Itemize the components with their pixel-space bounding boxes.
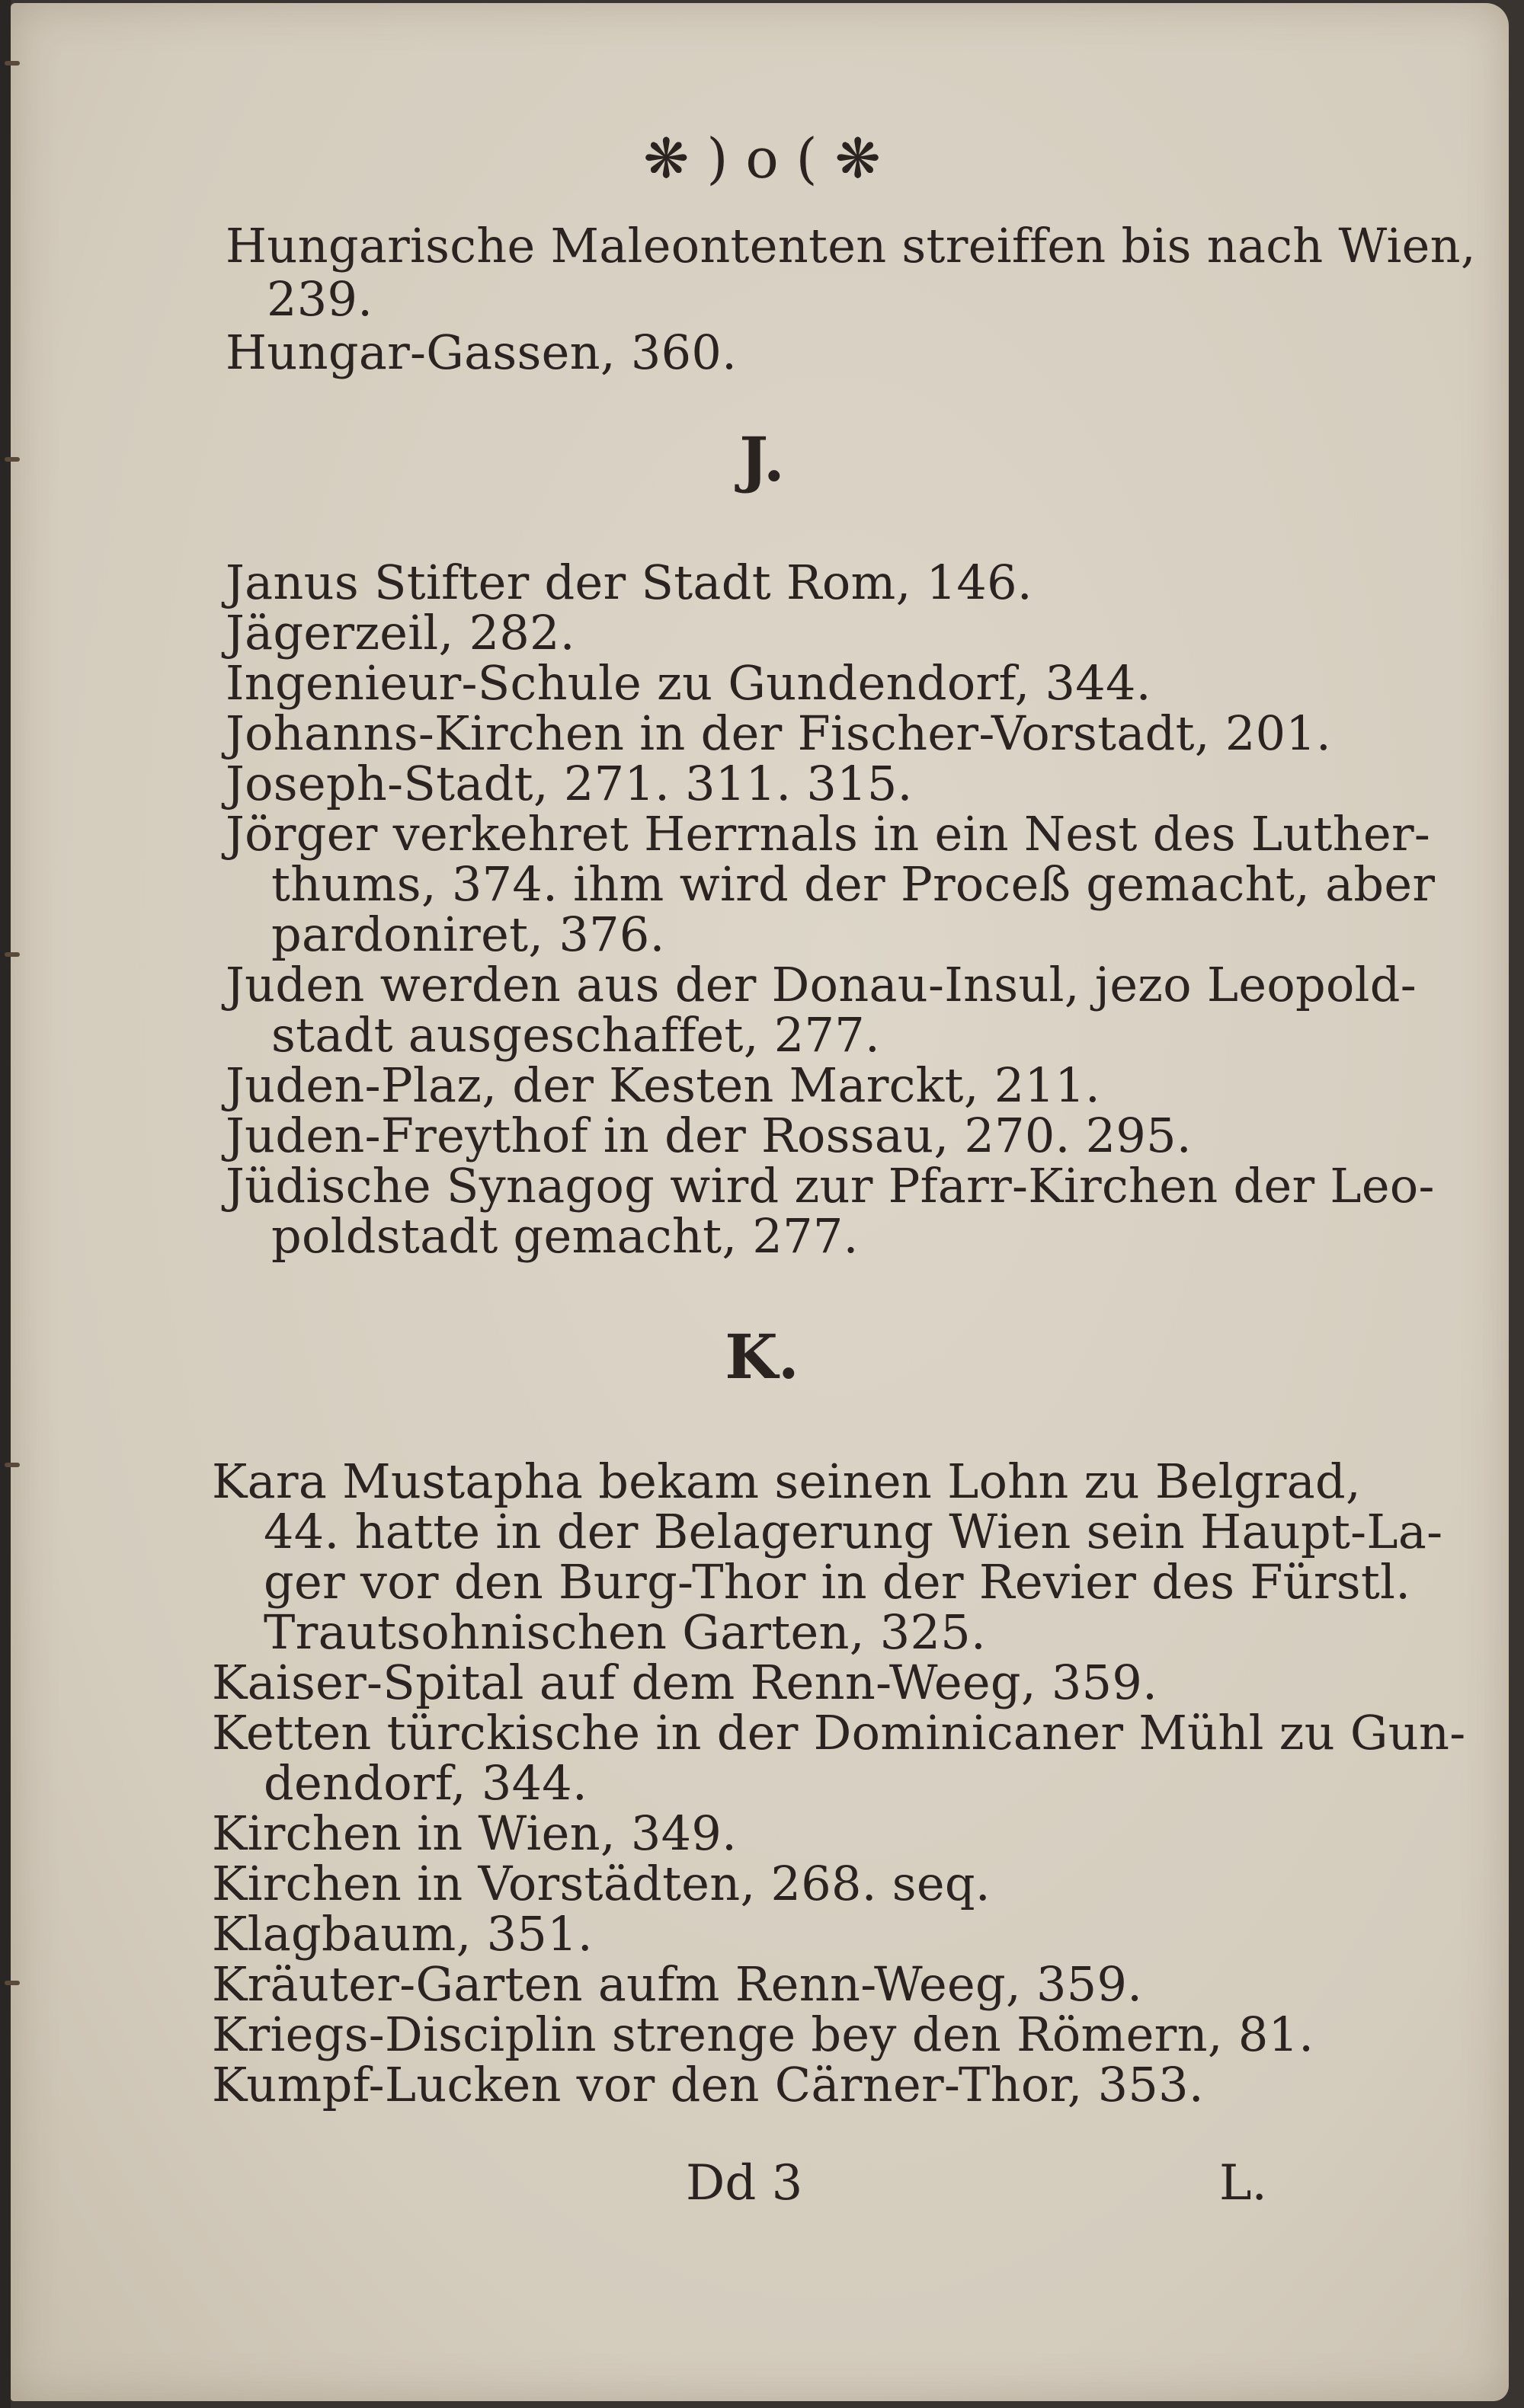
index-entry: Joseph-Stadt, 271. 311. 315.: [226, 756, 913, 811]
index-entry: Juden-Plaz, der Kesten Marckt, 211.: [226, 1057, 1101, 1113]
index-entry: Kräuter-Garten aufm Renn-Weeg, 359.: [212, 1956, 1143, 2012]
index-entry-continuation: dendorf, 344.: [264, 1755, 588, 1811]
index-entry: Kriegs-Disciplin strenge bey den Römern, 81.: [212, 2007, 1314, 2062]
header-ornament: ❋ ) o ( ❋: [643, 126, 881, 190]
index-entry-continuation: pardoniret, 376.: [271, 907, 665, 962]
index-entry-continuation: 239.: [267, 271, 373, 327]
index-entry-continuation: 44. hatte in der Belagerung Wien sein Haupt-La-: [264, 1504, 1443, 1559]
index-entry: Kaiser-Spital auf dem Renn-Weeg, 359.: [212, 1655, 1158, 1710]
index-entry: Hungar-Gassen, 360.: [226, 325, 738, 380]
index-entry: Ingenieur-Schule zu Gundendorf, 344.: [226, 655, 1151, 711]
index-entry: Klagbaum, 351.: [212, 1906, 593, 1962]
index-entry-continuation: Trautsohnischen Garten, 325.: [264, 1604, 986, 1660]
index-entry: Kirchen in Vorstädten, 268. seq.: [212, 1856, 991, 1911]
section-letter-j: J.: [739, 424, 785, 495]
index-entry: Ketten türckische in der Dominicaner Mühl zu Gun-: [212, 1705, 1466, 1760]
printer-signature: Dd 3: [686, 2155, 803, 2211]
index-entry: Jörger verkehret Herrnals in ein Nest des Luther-: [226, 806, 1431, 862]
index-entry: Juden-Freythof in der Rossau, 270. 295.: [226, 1108, 1192, 1163]
index-entry: Juden werden aus der Donau-Insul, jezo Leopold-: [226, 957, 1417, 1012]
section-letter-k: K.: [725, 1321, 799, 1393]
index-entry: Kara Mustapha bekam seinen Lohn zu Belgrad,: [212, 1453, 1362, 1509]
index-entry: Kirchen in Wien, 349.: [212, 1805, 738, 1861]
index-entry: Johanns-Kirchen in der Fischer-Vorstadt, 201.: [226, 705, 1332, 761]
catchword: L.: [1219, 2155, 1267, 2211]
index-entry-continuation: ger vor den Burg-Thor in der Revier des Fürstl.: [264, 1554, 1411, 1610]
index-entry: Kumpf-Lucken vor den Cärner-Thor, 353.: [212, 2057, 1204, 2112]
index-entry-continuation: poldstadt gemacht, 277.: [271, 1208, 859, 1264]
index-entry: Jägerzeil, 282.: [226, 605, 575, 660]
index-entry-continuation: thums, 374. ihm wird der Proceß gemacht, aber: [271, 856, 1436, 912]
index-entry: Hungarische Maleontenten streiffen bis nach Wien,: [226, 218, 1476, 273]
index-entry: Jüdische Synagog wird zur Pfarr-Kirchen der Leo-: [226, 1158, 1435, 1214]
index-entry-continuation: stadt ausgeschaffet, 277.: [271, 1007, 880, 1063]
index-entry: Janus Stifter der Stadt Rom, 146.: [226, 555, 1033, 610]
